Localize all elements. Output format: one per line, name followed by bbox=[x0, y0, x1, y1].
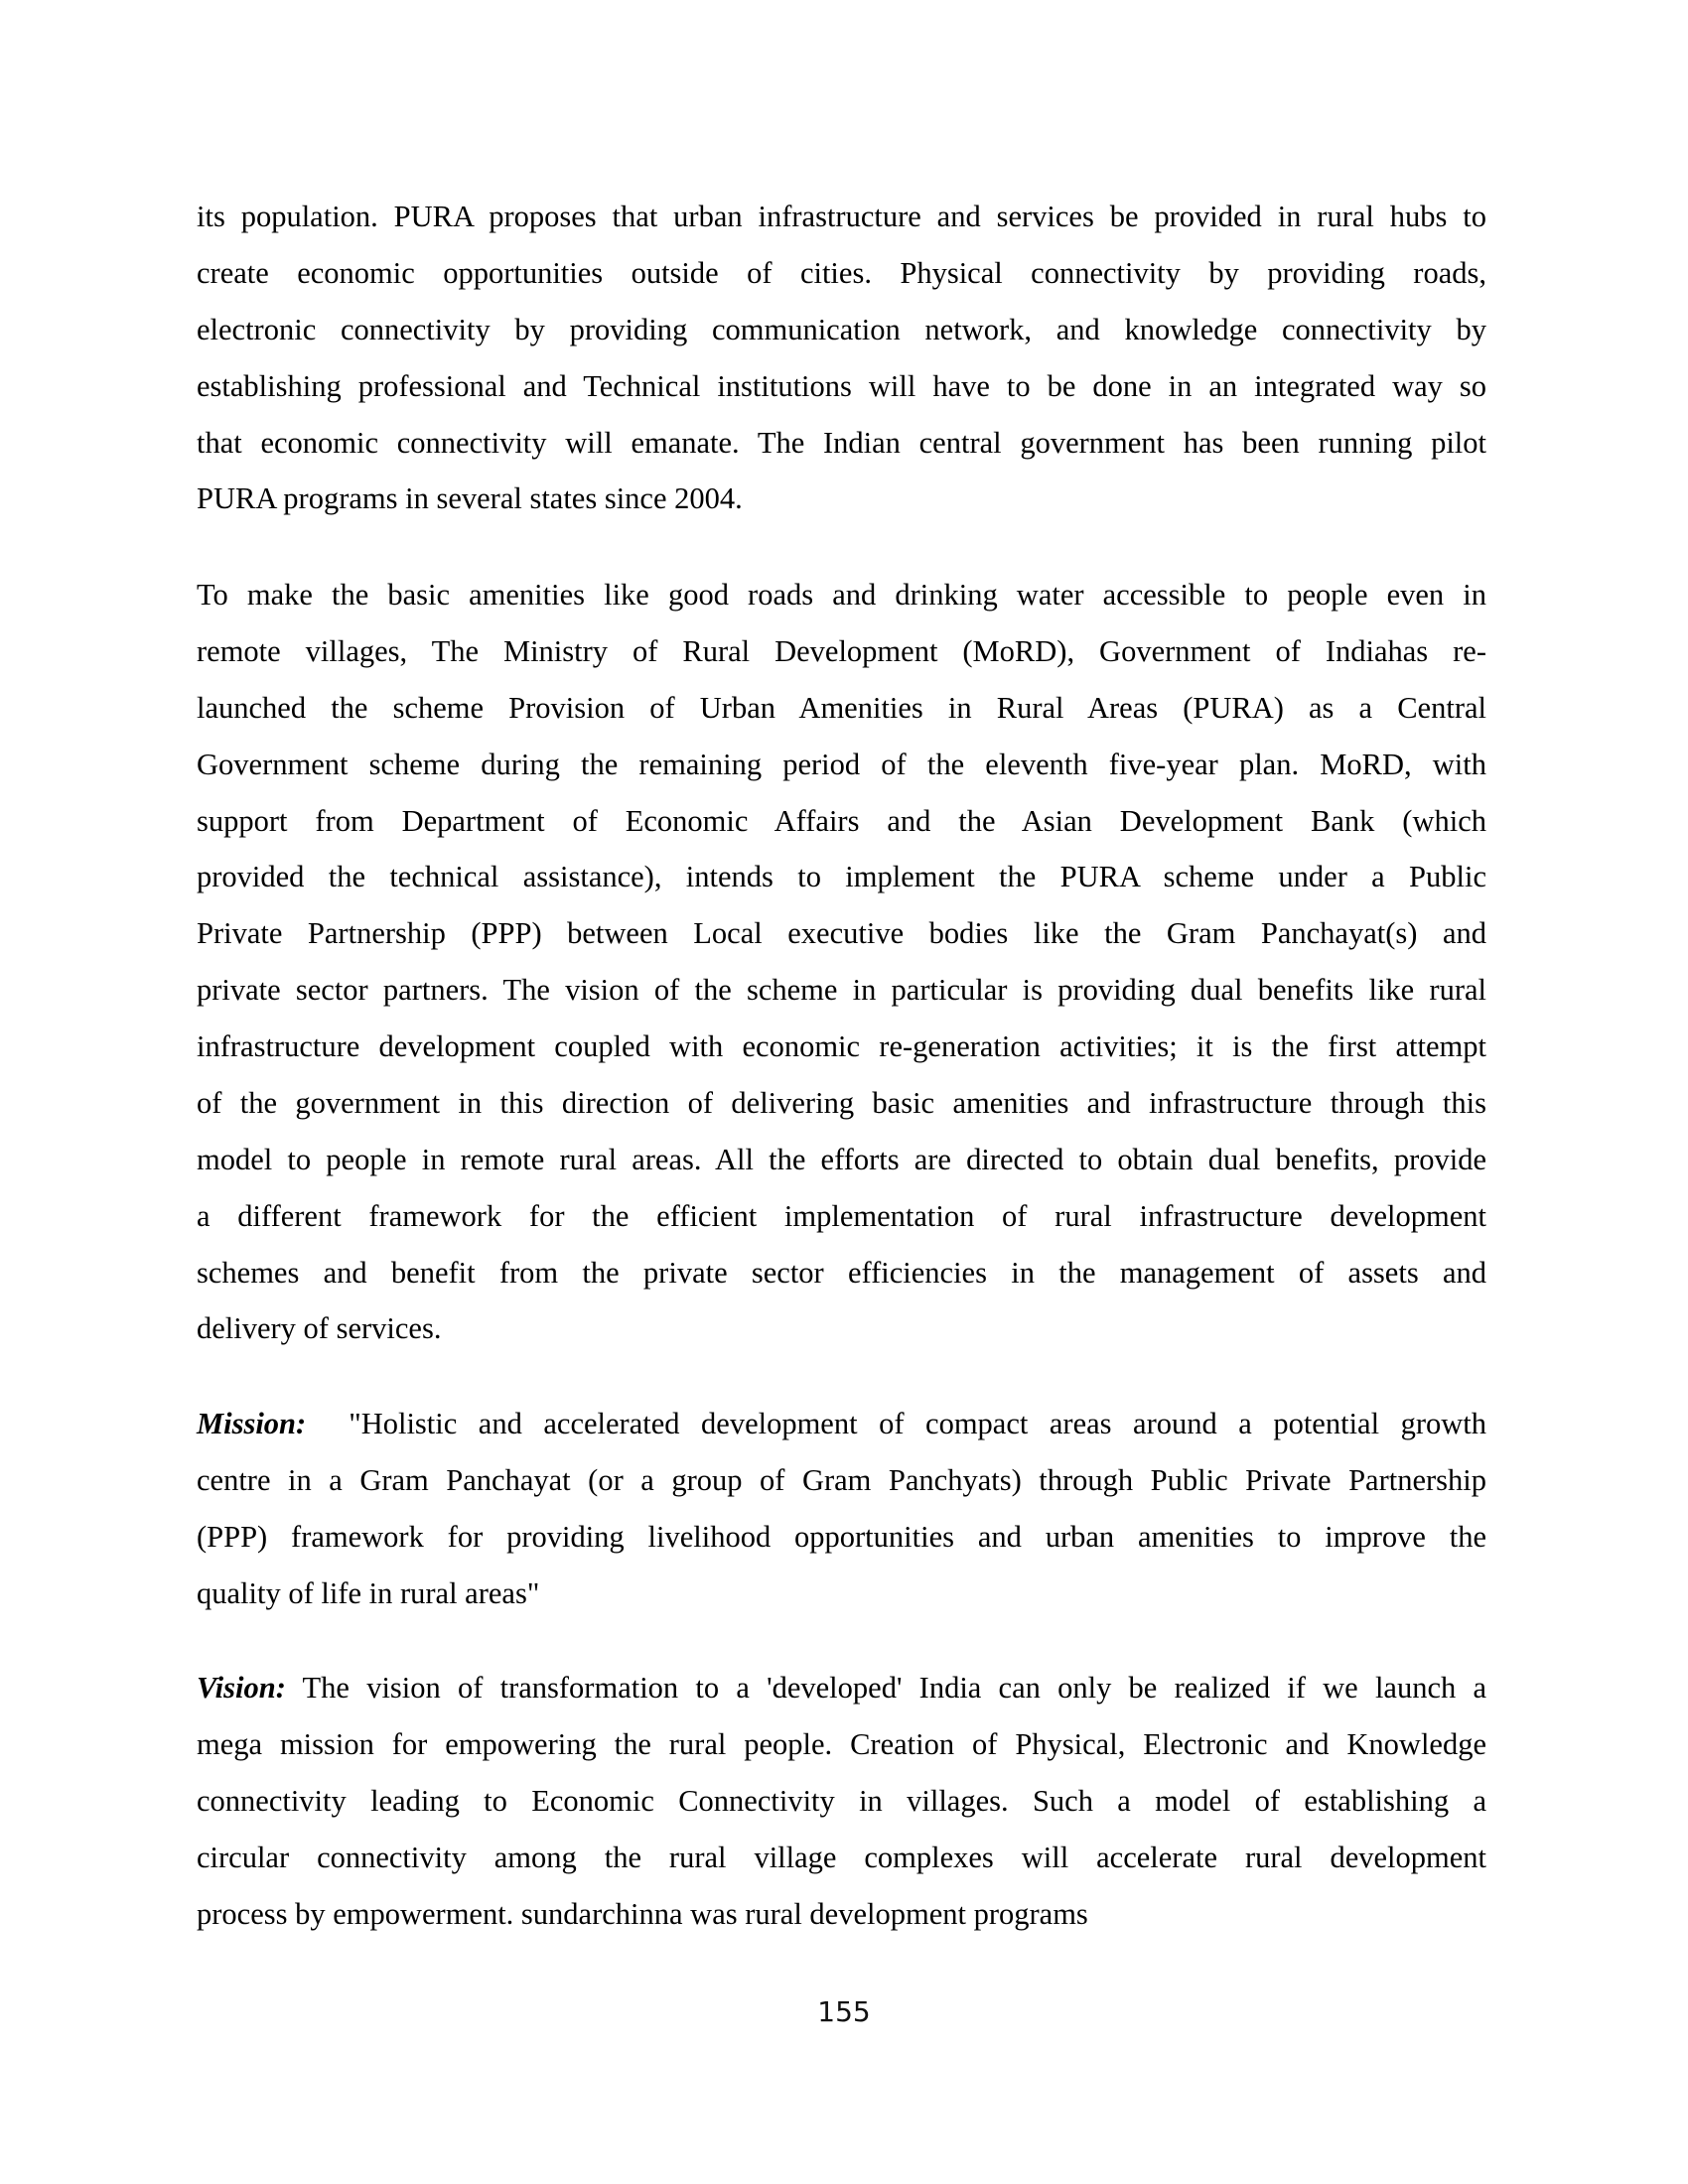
page-number: 155 bbox=[817, 1995, 871, 2028]
text-line: that economic connectivity will emanate. The Indian central government has been running pilot bbox=[197, 426, 1486, 460]
text-line: electronic connectivity by providing communication network, and knowledge connectivity by bbox=[197, 313, 1486, 346]
text-line: connectivity leading to Economic Connectivity in villages. Such a model of establishing a bbox=[197, 1784, 1486, 1818]
text-line: remote villages, The Ministry of Rural Development (MoRD), Government of Indiahas re- bbox=[197, 634, 1486, 668]
text-line: infrastructure development coupled with economic re-generation activities; it is the first attempt bbox=[197, 1029, 1486, 1063]
text-line bbox=[197, 1404, 1486, 1443]
text-line: create economic opportunities outside of cities. Physical connectivity by providing roads, bbox=[197, 256, 1486, 290]
text-line: delivery of services. bbox=[197, 1311, 442, 1345]
text-line: Government scheme during the remaining period of the eleventh five-year plan. MoRD, with bbox=[197, 748, 1486, 781]
text-line: its population. PURA proposes that urban infrastructure and services be provided in rural hubs to bbox=[197, 200, 1486, 233]
text-line: model to people in remote rural areas. All the efforts are directed to obtain dual benefits, provide bbox=[197, 1143, 1486, 1176]
text-line: quality of life in rural areas" bbox=[197, 1576, 540, 1610]
text-line: schemes and benefit from the private sector efficiencies in the management of assets and bbox=[197, 1256, 1486, 1290]
text-line: launched the scheme Provision of Urban Amenities in Rural Areas (PURA) as a Central bbox=[197, 691, 1486, 725]
text-line: Private Partnership (PPP) between Local executive bodies like the Gram Panchayat(s) and bbox=[197, 916, 1486, 950]
mission-label: Mission: bbox=[197, 1407, 307, 1440]
text-line: circular connectivity among the rural village complexes will accelerate rural development bbox=[197, 1841, 1486, 1874]
text-line: establishing professional and Technical institutions will have to be done in an integrated way so bbox=[197, 369, 1486, 403]
text-line: To make the basic amenities like good roads and drinking water accessible to people even in bbox=[197, 578, 1486, 612]
text-line bbox=[197, 1668, 1486, 1707]
text-line: centre in a Gram Panchayat (or a group of Gram Panchyats) through Public Private Partnership bbox=[197, 1463, 1486, 1497]
text-line: (PPP) framework for providing livelihood opportunities and urban amenities to improve the bbox=[197, 1520, 1486, 1554]
text-line: PURA programs in several states since 2004. bbox=[197, 481, 743, 515]
text-line: private sector partners. The vision of the scheme in particular is providing dual benefits like rural bbox=[197, 973, 1486, 1007]
vision-label: Vision: bbox=[197, 1671, 286, 1705]
vision-text: The vision of transformation to a 'developed' India can only be realized if we launch a bbox=[302, 1671, 1487, 1705]
text-line: mega mission for empowering the rural people. Creation of Physical, Electronic and Knowledge bbox=[197, 1727, 1486, 1761]
text-line: provided the technical assistance), intends to implement the PURA scheme under a Public bbox=[197, 860, 1486, 893]
mission-text: "Holistic and accelerated development of compact areas around a potential growth bbox=[349, 1407, 1486, 1440]
text-line: of the government in this direction of delivering basic amenities and infrastructure through this bbox=[197, 1086, 1486, 1120]
text-line: support from Department of Economic Affairs and the Asian Development Bank (which bbox=[197, 804, 1486, 838]
text-line: a different framework for the efficient implementation of rural infrastructure development bbox=[197, 1199, 1486, 1233]
text-line: process by empowerment. sundarchinna was rural development programs bbox=[197, 1897, 1088, 1931]
